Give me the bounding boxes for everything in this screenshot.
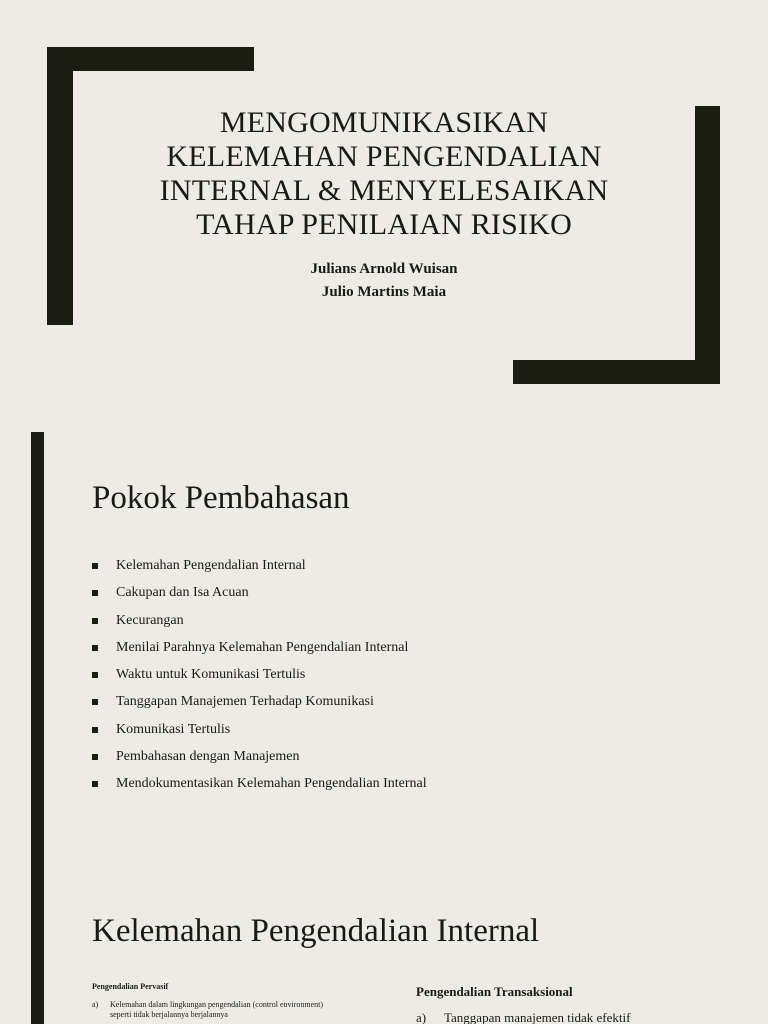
- slide-heading: Kelemahan Pengendalian Internal: [92, 913, 540, 949]
- weakness-slide: [0, 864, 768, 1024]
- square-bullet-icon: [92, 563, 98, 569]
- pervasive-control-item: [92, 1000, 332, 1020]
- title-slide: [0, 0, 768, 412]
- agenda-list: [92, 556, 427, 802]
- accent-bar: [31, 432, 44, 864]
- title-line: MENGOMUNIKASIKAN: [219, 106, 549, 139]
- list-item: [92, 774, 427, 801]
- list-item-text: Mendokumentasikan Kelemahan Pengendalian Internal: [116, 776, 427, 792]
- list-item: [92, 720, 427, 747]
- list-item: [92, 665, 427, 692]
- list-item-text: Tanggapan Manajemen Terhadap Komunikasi: [116, 694, 374, 710]
- square-bullet-icon: [92, 590, 98, 596]
- list-item-text: Menilai Parahnya Kelemahan Pengendalian Internal: [116, 639, 409, 655]
- list-item: [92, 692, 427, 719]
- presentation-title: [100, 106, 668, 242]
- item-text: Tanggapan manajemen tidak efektif: [444, 1010, 631, 1024]
- square-bullet-icon: [92, 754, 98, 760]
- top-left-bracket-horizontal: [47, 47, 254, 71]
- square-bullet-icon: [92, 618, 98, 624]
- list-item-text: Kecurangan: [116, 612, 184, 628]
- title-line: INTERNAL & MENYELESAIKAN: [159, 174, 609, 207]
- bottom-right-bracket-horizontal: [513, 360, 720, 384]
- author-name: Julians Arnold Wuisan: [310, 261, 458, 277]
- list-item-text: Komunikasi Tertulis: [116, 721, 231, 737]
- list-item-text: Kelemahan Pengendalian Internal: [116, 558, 306, 573]
- slide-heading: Pokok Pembahasan: [92, 480, 350, 516]
- list-item: [92, 638, 427, 665]
- item-marker: a): [416, 1010, 427, 1024]
- square-bullet-icon: [92, 672, 98, 678]
- transactional-control-item: [416, 1010, 716, 1024]
- top-left-bracket-vertical: [47, 47, 73, 325]
- list-item-text: Pembahasan dengan Manajemen: [116, 749, 300, 765]
- list-item-text: Waktu untuk Komunikasi Tertulis: [116, 667, 306, 683]
- title-line: KELEMAHAN PENGENDALIAN: [166, 140, 602, 173]
- author-name: Julio Martins Maia: [321, 284, 447, 300]
- agenda-slide: [0, 432, 768, 864]
- item-marker: a): [92, 1000, 99, 1009]
- list-item: [92, 747, 427, 774]
- list-item: [92, 556, 427, 583]
- transactional-control-title: Pengendalian Transaksional: [416, 984, 573, 999]
- pervasive-control-title: Pengendalian Pervasif: [92, 982, 169, 991]
- accent-bar: [31, 864, 44, 1024]
- square-bullet-icon: [92, 781, 98, 787]
- list-item: [92, 583, 427, 610]
- list-item-text: Cakupan dan Isa Acuan: [116, 585, 249, 601]
- item-text: Kelemahan dalam lingkungan pengendalian (control environment) seperti tidak berjalannya berjalannya: [110, 1000, 324, 1019]
- square-bullet-icon: [92, 699, 98, 705]
- square-bullet-icon: [92, 727, 98, 733]
- list-item: [92, 611, 427, 638]
- authors: [100, 258, 668, 304]
- square-bullet-icon: [92, 645, 98, 651]
- title-line: TAHAP PENILAIAN RISIKO: [196, 208, 572, 241]
- bottom-right-bracket-vertical: [695, 106, 720, 384]
